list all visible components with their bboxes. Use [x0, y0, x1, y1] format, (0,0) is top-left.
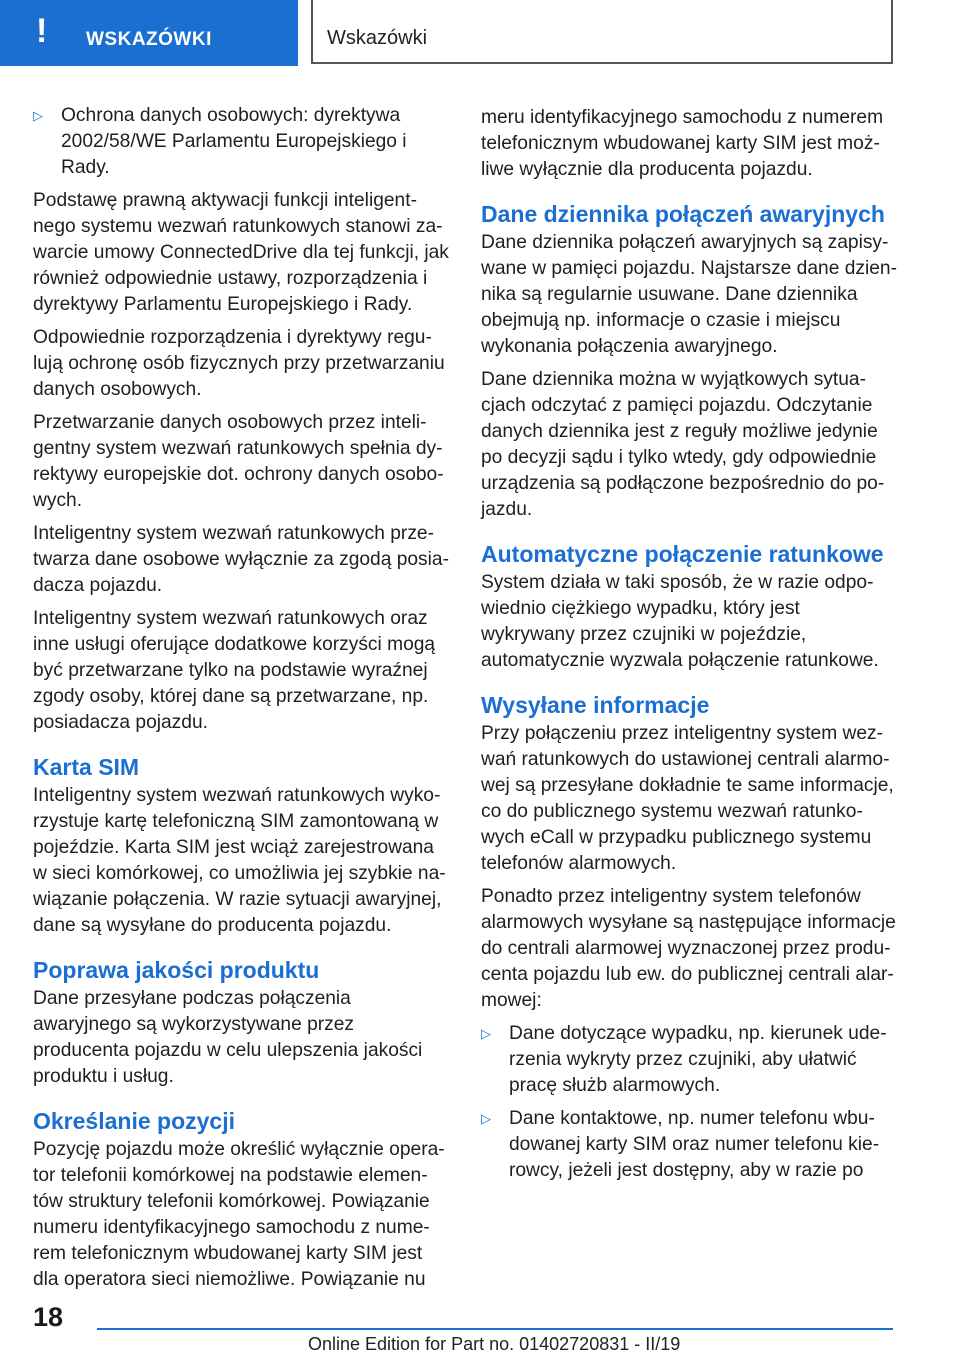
list-item — [481, 1106, 897, 1184]
paragraph: Ponadto przez inteligentny system telefonów alarmowych wysyłane są następujące informacje do centrali alarmowej wyznaczonej przez producenta pojazdu lub ew. do publicznej centrali alarmowej: — [481, 886, 896, 1011]
list-item — [481, 1021, 897, 1099]
list-item-text: Ochrona danych osobowych: dyrektywa 2002/58/WE Parlamentu Europejskiego i Rady. — [61, 105, 407, 178]
paragraph: Przetwarzanie danych osobowych przez inteligentny system wezwań ratunkowych spełnia dyrektywy europejskie dot. ochrony danych osobowych. — [33, 412, 444, 511]
list-item-text: Dane dotyczące wypadku, np. kierunek uderzenia wykryty przez czujniki, aby ułatwić pracę służb alarmowych. — [509, 1023, 887, 1096]
triangle-bullet-icon: ▷ — [481, 1026, 491, 1041]
paragraph: Dane dziennika można w wyjątkowych sytuacjach odczytać z pamięci pojazdu. Odczytanie danych dziennika jest z reguły możliwe jedynie po decyzji sądu i tylko wtedy, gdy odpowiednie urządzenia są podłączone bezpośrednio do pojazdu. — [481, 369, 885, 520]
paragraph: System działa w taki sposób, że w razie odpowiednio ciężkiego wypadku, który jest wykrywany przez czujniki w pojeździe, automatycznie wyzwala połączenie ratunkowe. — [481, 572, 879, 671]
paragraph: meru identyfikacyjnego samochodu z numerem telefonicznym wbudowanej karty SIM jest możliwe wyłącznie dla producenta pojazdu. — [481, 107, 884, 180]
paragraph: Odpowiednie rozporządzenia i dyrektywy regulują ochronę osób fizycznych przy przetwarzaniu danych osobowych. — [33, 327, 445, 400]
warning-exclamation-icon: ! — [36, 12, 48, 50]
paragraph: Dane dziennika połączeń awaryjnych są zapisywane w pamięci pojazdu. Najstarsze dane dziennika są regularnie usuwane. Dane dziennika obejmują np. informacje o czasie i miejscu wykonania połączenia awaryjnego. — [481, 232, 897, 357]
breadcrumb — [311, 0, 893, 64]
footer-divider — [97, 1328, 893, 1330]
section-heading-log: Dane dziennika połączeń awaryjnych — [481, 201, 885, 227]
triangle-bullet-icon: ▷ — [33, 108, 43, 123]
paragraph: Dane przesyłane podczas połączenia awaryjnego są wykorzystywane przez producenta pojazdu w celu ulepszenia jakości produktu i usług. — [33, 988, 423, 1087]
section-heading-position: Określanie pozycji — [33, 1108, 235, 1134]
list-item — [33, 103, 449, 181]
footer-edition-text: Online Edition for Part no. 01402720831 - II/19 — [308, 1334, 681, 1354]
section-tab[interactable] — [0, 0, 298, 66]
left-column — [33, 103, 449, 1300]
triangle-bullet-icon: ▷ — [481, 1111, 491, 1126]
section-heading-sent-info: Wysyłane informacje — [481, 692, 710, 718]
paragraph: Pozycję pojazdu może określić wyłącznie operator telefonii komórkowej na podstawie elementów struktury telefonii komórkowej. Powiązanie numeru identyfikacyjnego samochodu z numerem telefonicznym wbudowanej karty SIM jest dla operatora sieci niemożliwe. Powiązanie nu — [33, 1139, 445, 1290]
paragraph: Inteligentny system wezwań ratunkowych oraz inne usługi oferujące dodatkowe korzyści mogą być przetwarzane tylko na podstawie wyraźnej zgody osoby, której dane są przetwarzane, np. posiadacza pojazdu. — [33, 608, 436, 733]
section-tab-label: WSKAZÓWKI — [86, 29, 212, 50]
paragraph: Przy połączeniu przez inteligentny system wezwań ratunkowych do ustawionej centrali alarmowej są przesyłane dokładnie te same informacje, co do publicznego systemu wezwań ratunkowych eCall w przypadku publicznego systemu telefonów alarmowych. — [481, 723, 894, 874]
breadcrumb-label: Wskazówki — [327, 27, 428, 49]
list-item-text: Dane kontaktowe, np. numer telefonu wbudowanej karty SIM oraz numer telefonu kierowcy, jeżeli jest dostępny, aby w razie po — [509, 1108, 880, 1181]
paragraph: Podstawę prawną aktywacji funkcji inteligentnego systemu wezwań ratunkowych stanowi zawarcie umowy ConnectedDrive dla tej funkcji, jak również odpowiednie ustawy, rozporządzenia i dyrektywy Parlamentu Europejskiego i Rady. — [33, 190, 449, 315]
right-column — [481, 105, 897, 1191]
page-number: 18 — [33, 1302, 64, 1332]
paragraph: Inteligentny system wezwań ratunkowych wykorzystuje kartę telefoniczną SIM zamontowaną w pojeździe. Karta SIM jest wciąż zarejestrowana w sieci komórkowej, co umożliwia jej szybkie nawiązanie połączenia. W razie sytuacji awaryjnej, dane są wysyłane do producenta pojazdu. — [33, 785, 446, 936]
paragraph: Inteligentny system wezwań ratunkowych przetwarza dane osobowe wyłącznie za zgodą posiadacza pojazdu. — [33, 523, 449, 596]
section-heading-auto-call: Automatyczne połączenie ratunkowe — [481, 541, 884, 567]
section-heading-sim: Karta SIM — [33, 754, 140, 780]
section-heading-quality: Poprawa jakości produktu — [33, 957, 320, 983]
